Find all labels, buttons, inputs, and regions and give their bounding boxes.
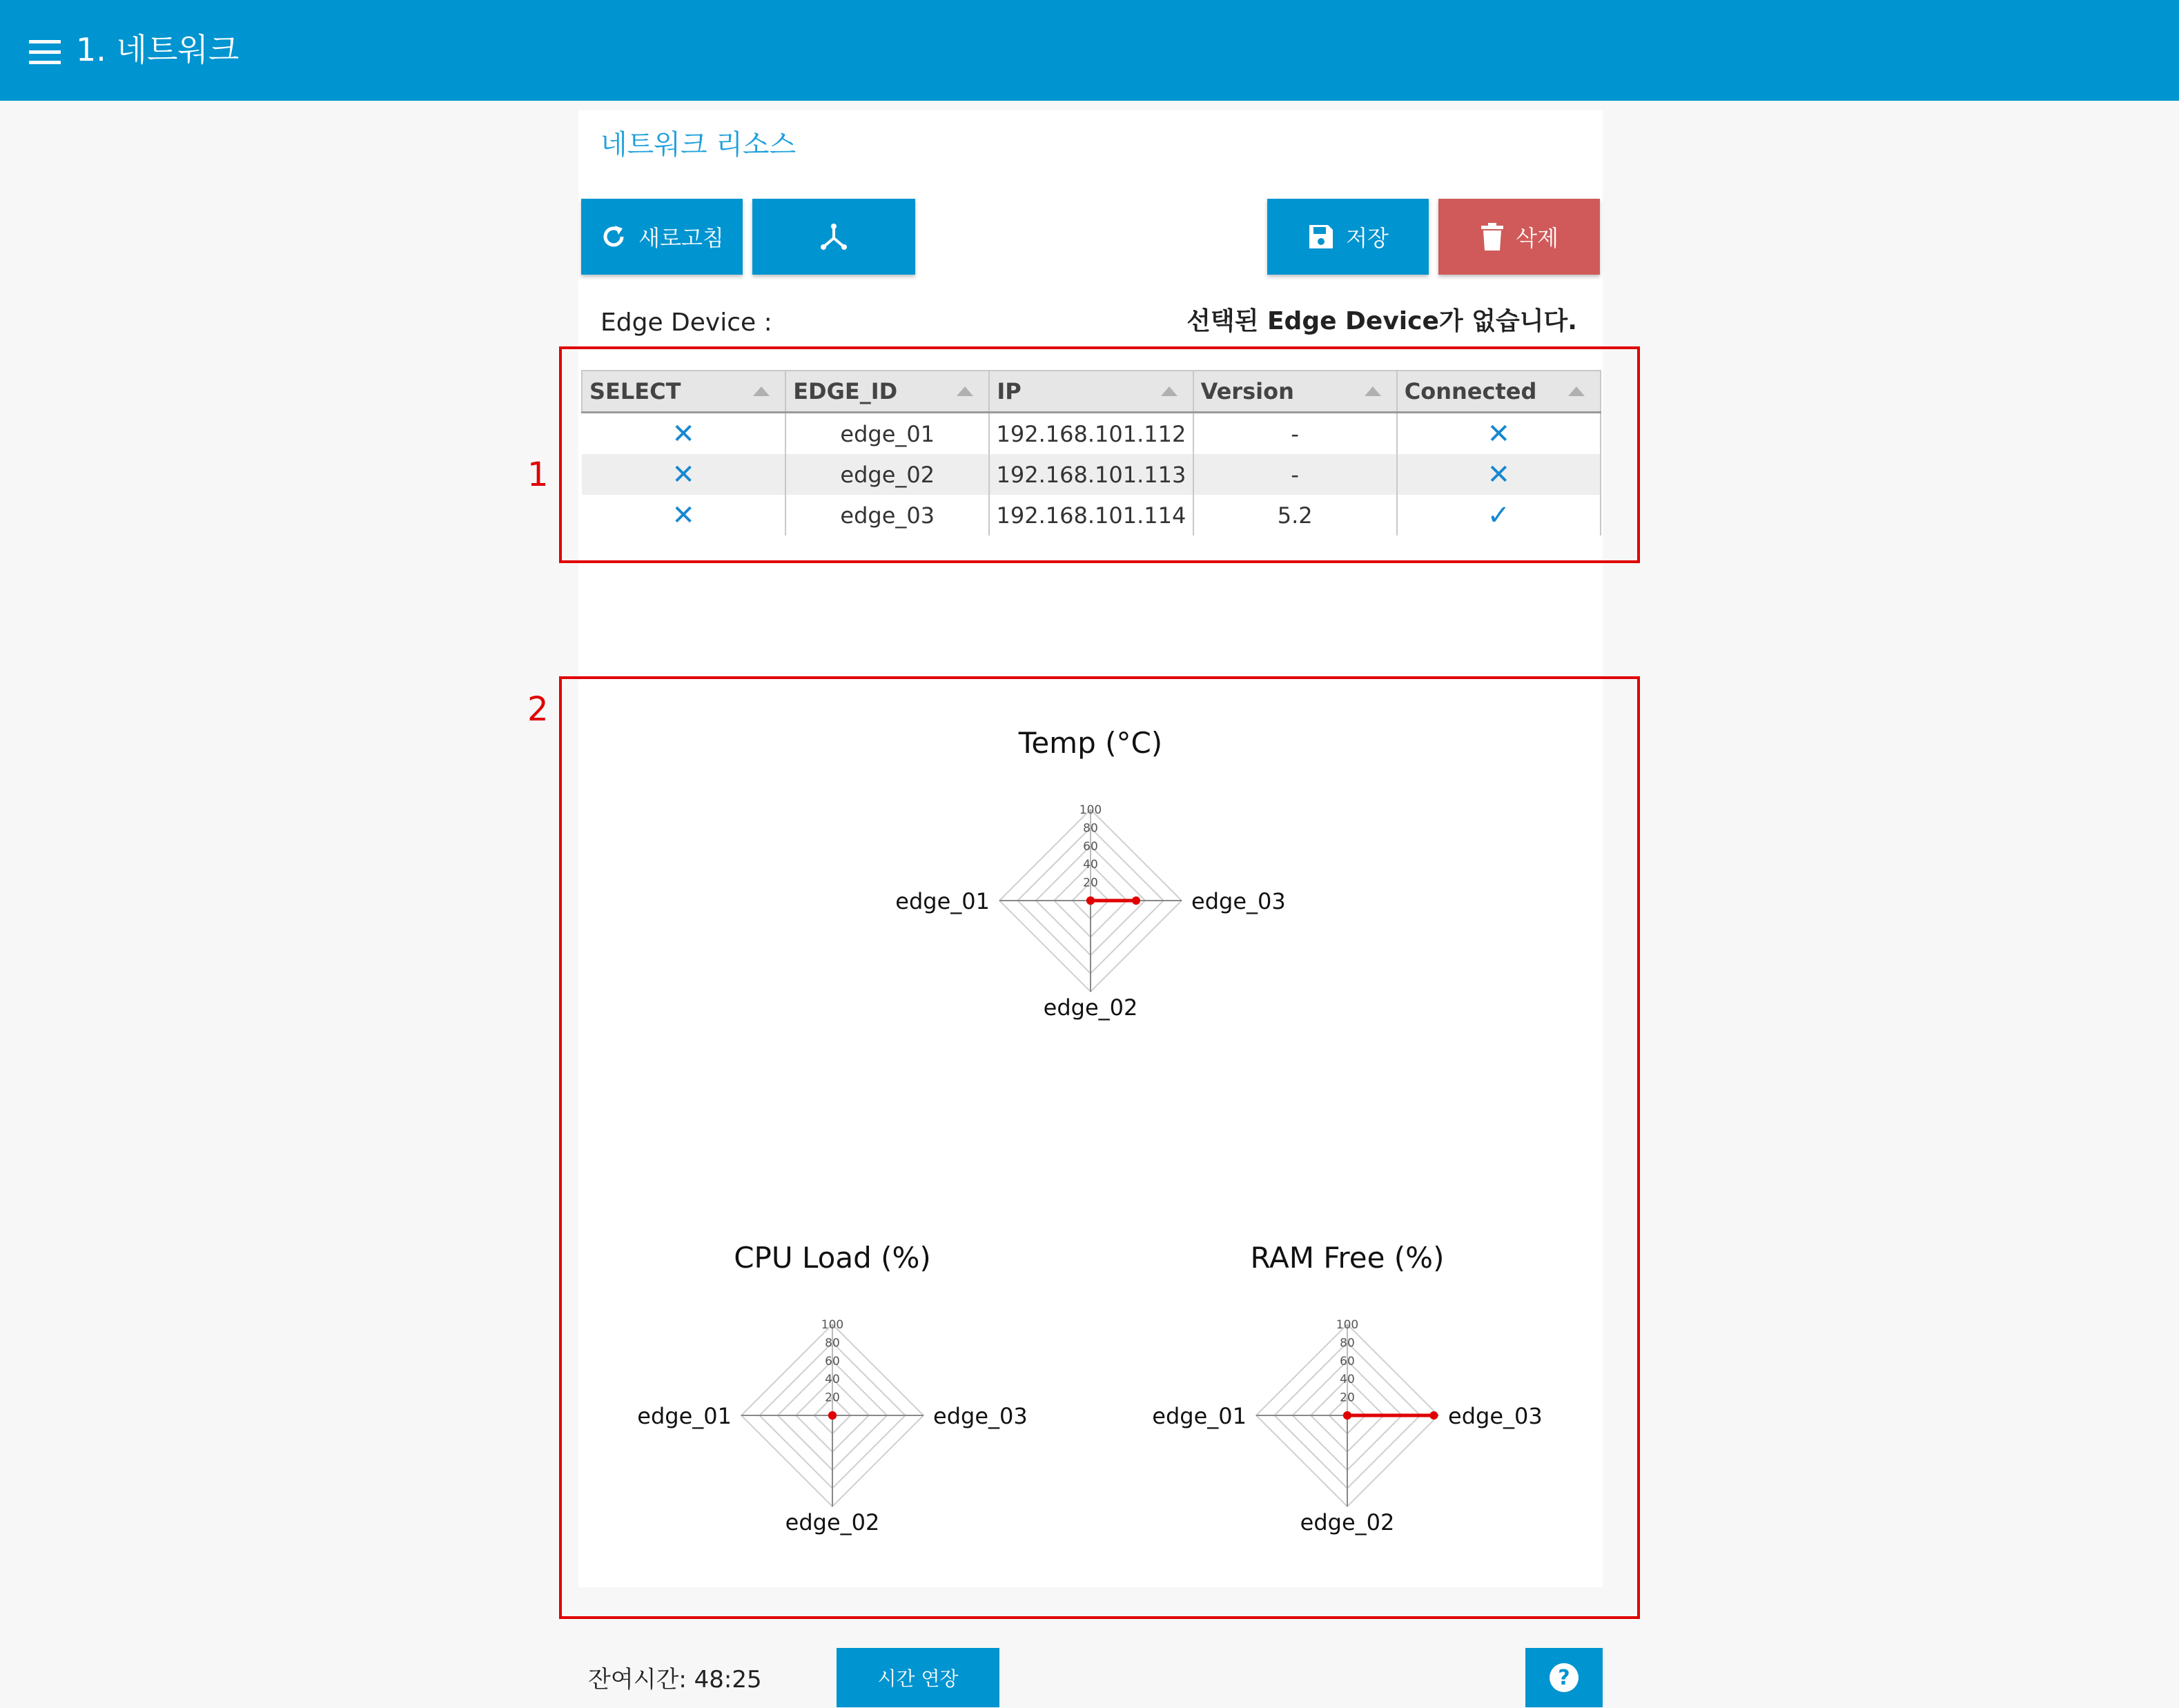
remaining-time: 잔여시간: 48:25 [588, 1666, 762, 1694]
connected-cell [1397, 495, 1601, 536]
sort-ascending-icon[interactable] [1568, 386, 1585, 396]
column-header-ip[interactable]: IP [989, 371, 1193, 413]
radar-data-point [1429, 1411, 1438, 1420]
app-header [0, 0, 2179, 101]
refresh-button[interactable] [581, 199, 743, 275]
cpu-radar-chart [625, 1308, 1039, 1557]
radar-tick-label: 40 [825, 1373, 840, 1387]
temp-radar-chart [883, 794, 1298, 1042]
table-row[interactable] [582, 495, 1601, 536]
radar-tick-label: 20 [1340, 1391, 1355, 1405]
save-button[interactable] [1267, 199, 1429, 275]
radar-data-point [828, 1411, 837, 1420]
annotation-marker-1: 1 [527, 455, 549, 494]
connected-check-icon: ✓ [1487, 499, 1511, 531]
radar-axis-label: edge_02 [1043, 994, 1138, 1021]
sort-ascending-icon[interactable] [1365, 386, 1381, 396]
unselected-x-icon[interactable]: ✕ [672, 418, 695, 450]
edge-device-label: Edge Device : [600, 308, 772, 337]
column-header-select[interactable]: SELECT [582, 371, 785, 413]
sort-ascending-icon[interactable] [1161, 386, 1178, 396]
ram-radar-chart [1140, 1308, 1554, 1557]
trash-icon [1480, 222, 1505, 251]
radar-tick-label: 80 [1340, 1336, 1355, 1351]
sort-ascending-icon[interactable] [753, 386, 770, 396]
hamburger-menu-icon[interactable] [29, 40, 61, 65]
column-header-edge-id[interactable]: EDGE_ID [785, 371, 989, 413]
delete-label: 삭제 [1516, 225, 1558, 251]
refresh-icon [600, 223, 627, 251]
help-icon [1548, 1662, 1580, 1694]
select-toggle[interactable] [582, 495, 785, 536]
extend-time-button[interactable]: 시간 연장 [837, 1648, 999, 1707]
radar-data-point [1086, 896, 1095, 905]
column-header-version[interactable]: Version [1193, 371, 1397, 413]
radar-tick-label: 40 [1083, 858, 1098, 872]
sort-ascending-icon[interactable] [957, 386, 973, 396]
radar-tick-label: 100 [821, 1318, 844, 1332]
radar-tick-label: 60 [1083, 839, 1098, 854]
refresh-label: 새로고침 [638, 225, 724, 251]
radar-axis-label: edge_02 [1300, 1509, 1395, 1535]
section-title: 네트워크 리소스 [600, 129, 797, 161]
radar-tick-label: 100 [1336, 1318, 1359, 1332]
radar-tick-label: 80 [825, 1336, 840, 1351]
radar-tick-label: 80 [1083, 821, 1098, 836]
radar-axis-label: edge_02 [785, 1509, 880, 1535]
edge-device-status: 선택된 Edge Device가 없습니다. [1186, 307, 1577, 335]
disconnected-x-icon: ✕ [1487, 458, 1511, 491]
ip-cell: 192.168.101.114 [989, 495, 1193, 536]
svg-text:?: ? [1558, 1666, 1570, 1690]
save-label: 저장 [1346, 225, 1389, 251]
topology-button[interactable] [752, 199, 915, 275]
column-header-connected[interactable]: Connected [1397, 371, 1601, 413]
radar-axis-label: edge_01 [895, 888, 990, 914]
ram-chart-title: RAM Free (%) [1250, 1241, 1445, 1275]
help-button[interactable] [1525, 1648, 1603, 1707]
radar-data-point [1132, 896, 1140, 905]
radar-axis-label: edge_01 [637, 1403, 732, 1429]
radar-tick-label: 100 [1079, 803, 1102, 817]
temp-chart-title: Temp (°C) [1018, 726, 1163, 760]
unselected-x-icon[interactable]: ✕ [672, 458, 695, 491]
table-row[interactable] [582, 413, 1601, 455]
radar-tick-label: 60 [825, 1354, 840, 1368]
ip-cell: 192.168.101.112 [989, 413, 1193, 455]
version-cell: - [1193, 454, 1397, 495]
version-cell: 5.2 [1193, 495, 1397, 536]
connected-cell [1397, 454, 1601, 495]
table-row[interactable] [582, 454, 1601, 495]
radar-data-point [1343, 1411, 1351, 1420]
radar-axis-label: edge_03 [1191, 888, 1286, 914]
select-toggle[interactable] [582, 413, 785, 455]
edge-device-table [581, 370, 1601, 536]
disconnected-x-icon: ✕ [1487, 418, 1511, 450]
radar-axis-label: edge_03 [933, 1403, 1028, 1429]
page-title: 1. 네트워크 [76, 31, 240, 68]
edge-id-cell: edge_03 [785, 495, 989, 536]
edge-id-cell: edge_02 [785, 454, 989, 495]
ip-cell: 192.168.101.113 [989, 454, 1193, 495]
radar-tick-label: 20 [1083, 876, 1098, 890]
radar-axis-label: edge_03 [1448, 1403, 1543, 1429]
radar-tick-label: 20 [825, 1391, 840, 1405]
delete-button[interactable] [1438, 199, 1600, 275]
unselected-x-icon[interactable]: ✕ [672, 499, 695, 531]
select-toggle[interactable] [582, 454, 785, 495]
annotation-marker-2: 2 [527, 690, 549, 729]
radar-axis-label: edge_01 [1152, 1403, 1247, 1429]
edge-id-cell: edge_01 [785, 413, 989, 455]
radar-tick-label: 40 [1340, 1373, 1355, 1387]
network-topology-icon [819, 222, 849, 252]
radar-tick-label: 60 [1340, 1354, 1355, 1368]
save-icon [1307, 223, 1335, 251]
version-cell: - [1193, 413, 1397, 455]
connected-cell [1397, 413, 1601, 455]
cpu-chart-title: CPU Load (%) [734, 1241, 931, 1275]
